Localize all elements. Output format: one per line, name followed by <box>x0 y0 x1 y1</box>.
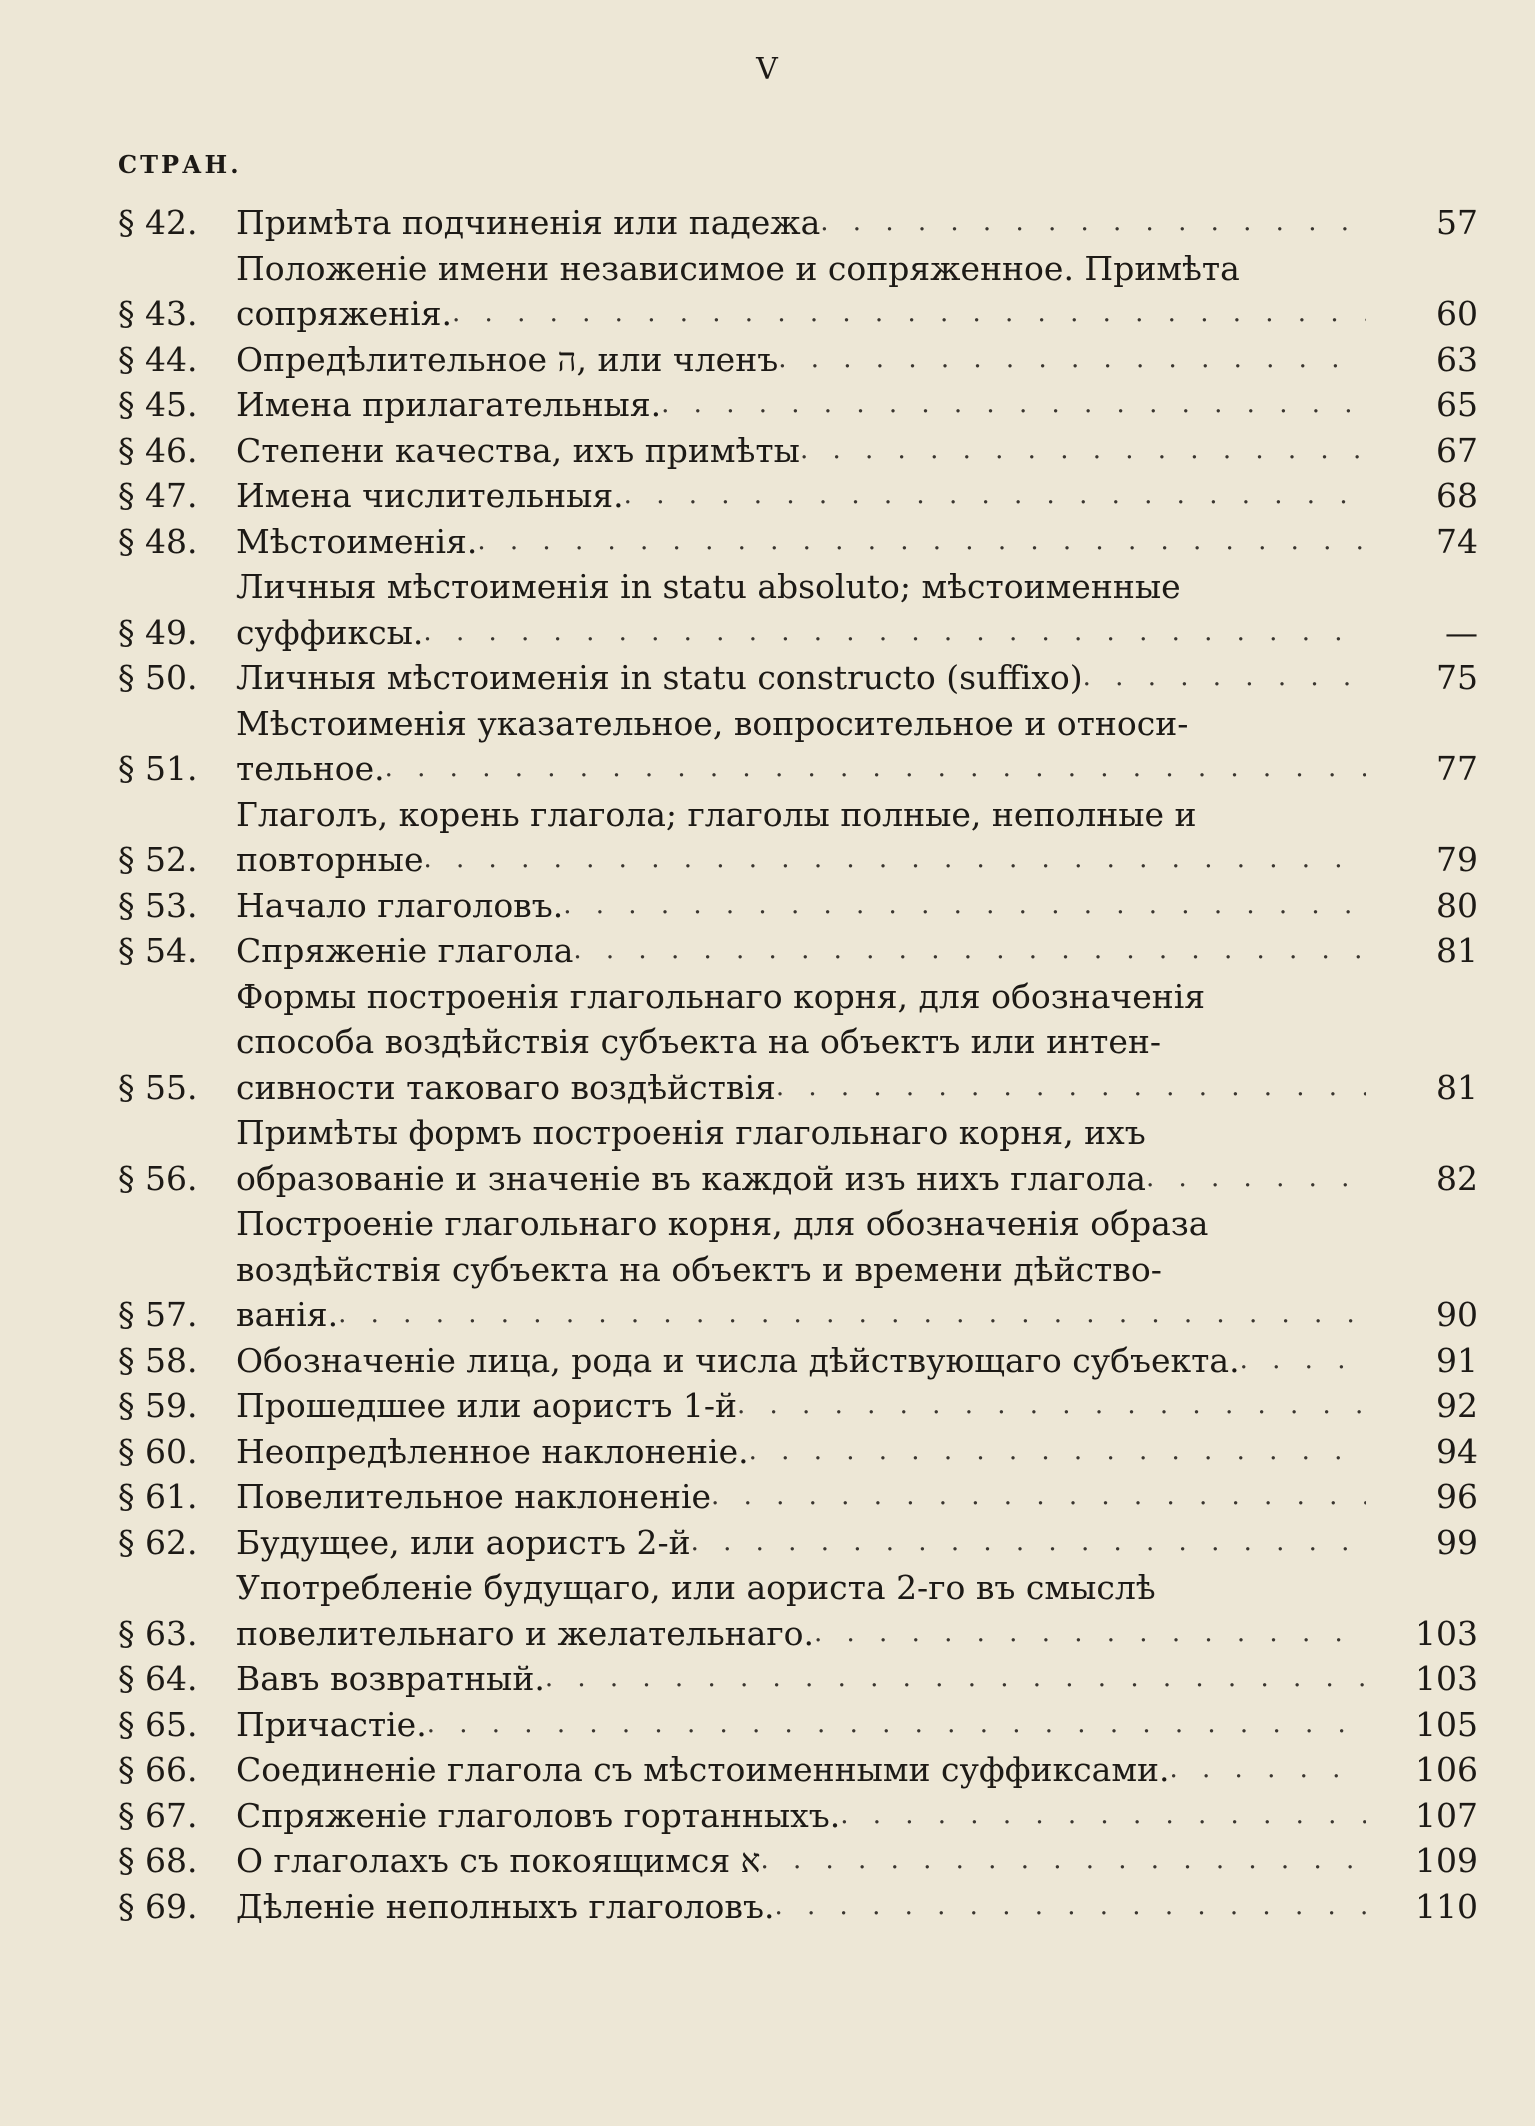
entry-title-line: повелительнаго и желательнаго. <box>236 1613 814 1653</box>
entry-title-line: Степени качества, ихъ примѣты <box>236 430 800 470</box>
dot-leader <box>1170 1747 1367 1793</box>
entry-title-line: Глаголъ, корень глагола; глаголы полные, неполные и <box>236 794 1197 834</box>
toc-entry <box>118 1201 1478 1338</box>
page-ref: 96 <box>1436 1477 1478 1516</box>
section-number: § 64. <box>118 1659 198 1698</box>
dot-leader <box>573 928 1366 974</box>
page-ref: 92 <box>1436 1386 1478 1425</box>
toc-entry <box>118 337 1478 383</box>
entry-title-line: Спряженіе глагола <box>236 931 574 970</box>
entry-title-line: Положеніе имени независимое и сопряженное. Примѣта <box>236 248 1240 288</box>
dot-leader <box>661 382 1366 428</box>
toc-entry <box>118 428 1478 474</box>
toc-entry <box>118 1429 1478 1475</box>
page-ref: 65 <box>1436 385 1478 424</box>
entry-title-line: тельное. <box>236 749 385 788</box>
dot-leader <box>338 1292 1366 1338</box>
page-ref: 80 <box>1436 885 1478 925</box>
section-number: § 58. <box>118 1340 198 1380</box>
dot-leader <box>776 1065 1366 1111</box>
page-ref: 103 <box>1415 1613 1478 1653</box>
section-number: § 60. <box>118 1431 198 1471</box>
section-number: § 43. <box>118 294 198 333</box>
entry-title-line: Причастіе. <box>236 1704 427 1744</box>
dot-leader <box>814 1611 1366 1657</box>
dot-leader <box>385 746 1366 792</box>
entry-title-line: О глаголахъ съ покоящимся א <box>236 1841 761 1880</box>
page-ref: 67 <box>1436 430 1478 470</box>
page-ref: 81 <box>1436 1067 1478 1107</box>
section-number: § 42. <box>118 203 198 242</box>
dot-leader <box>423 610 1366 656</box>
page-ref: 81 <box>1436 931 1478 970</box>
page-ref: 107 <box>1415 1795 1478 1835</box>
toc-entry <box>118 473 1478 519</box>
section-number: § 47. <box>118 476 198 515</box>
section-number: § 49. <box>118 612 198 652</box>
entry-title-line: Обозначеніе лица, рода и числа дѣйствующаго субъекта. <box>236 1340 1240 1380</box>
toc-entry <box>118 200 1478 246</box>
toc-entry <box>118 1793 1478 1839</box>
page-ref: 90 <box>1436 1295 1478 1334</box>
section-number: § 61. <box>118 1477 198 1516</box>
section-number: § 51. <box>118 749 198 788</box>
page-ref: 106 <box>1415 1750 1478 1789</box>
toc-entry <box>118 564 1478 655</box>
page-ref: 103 <box>1415 1659 1478 1698</box>
section-number: § 52. <box>118 840 198 879</box>
page-ref: 57 <box>1436 203 1478 242</box>
entry-title-line: способа воздѣйствія субъекта на объектъ или интен- <box>236 1022 1162 1061</box>
page-ref: 94 <box>1436 1431 1478 1471</box>
toc-entry <box>118 1747 1478 1793</box>
dot-leader <box>737 1383 1366 1429</box>
dot-leader <box>749 1429 1366 1475</box>
entry-title-line: Дѣленіе неполныхъ глаголовъ. <box>236 1886 775 1926</box>
page-ref: 77 <box>1436 749 1478 788</box>
dot-leader <box>1146 1156 1366 1202</box>
dot-leader <box>1240 1338 1366 1384</box>
dot-leader <box>840 1793 1366 1839</box>
page-ref: 109 <box>1415 1841 1478 1880</box>
toc-entry <box>118 1338 1478 1384</box>
section-number: § 44. <box>118 339 198 379</box>
dot-leader <box>691 1520 1366 1566</box>
section-number: § 65. <box>118 1704 198 1744</box>
table-of-contents <box>118 200 1478 1929</box>
page-ref: 63 <box>1436 339 1478 379</box>
entry-title-line: ванія. <box>236 1295 339 1334</box>
section-number: § 62. <box>118 1522 198 1562</box>
entry-title-line: Формы построенія глагольнаго корня, для обозначенія <box>236 976 1206 1016</box>
page-ref: 68 <box>1436 476 1478 515</box>
section-number: § 56. <box>118 1158 198 1198</box>
page-ref: 74 <box>1436 521 1478 561</box>
entry-title-line: Будущее, или аористъ 2-й <box>236 1522 691 1562</box>
entry-title-line: Личныя мѣстоименія in statu absoluto; мѣстоименные <box>236 567 1181 606</box>
section-number: § 68. <box>118 1841 198 1880</box>
entry-title-line: Спряженіе глаголовъ гортанныхъ. <box>236 1795 841 1835</box>
entry-title-line: Имена числительныя. <box>236 476 624 515</box>
toc-entry <box>118 928 1478 974</box>
dot-leader <box>820 200 1366 246</box>
entry-title-line: Личныя мѣстоименія in statu constructo (suffixo) <box>236 658 1083 697</box>
section-number: § 50. <box>118 658 198 697</box>
entry-title-line: Повелительное наклоненіе <box>236 1477 712 1516</box>
dot-leader <box>774 1884 1366 1930</box>
toc-entry <box>118 1520 1478 1566</box>
dot-leader <box>778 337 1366 383</box>
toc-entry <box>118 883 1478 929</box>
dot-leader <box>423 837 1366 883</box>
page-ref: 79 <box>1436 840 1478 879</box>
dot-leader <box>624 473 1366 519</box>
entry-title-line: воздѣйствія субъекта на объектъ и времени дѣйство- <box>236 1249 1162 1289</box>
entry-title-line: суффиксы. <box>236 612 424 652</box>
page-ref: 110 <box>1415 1886 1478 1926</box>
entry-title-line: Вавъ возвратный. <box>236 1659 545 1698</box>
page-ref: 105 <box>1415 1704 1478 1744</box>
dot-leader <box>800 428 1366 474</box>
section-number: § 67. <box>118 1795 198 1835</box>
toc-entry <box>118 1838 1478 1884</box>
page-number: V <box>756 52 779 87</box>
entry-title-line: Соединеніе глагола съ мѣстоименными суффиксами. <box>236 1750 1170 1789</box>
toc-entry <box>118 519 1478 565</box>
toc-entry <box>118 1383 1478 1429</box>
entry-title-line: Мѣстоименія указательное, вопросительное и относи- <box>236 703 1189 743</box>
dot-leader <box>563 883 1366 929</box>
page-ref: — <box>1445 612 1478 652</box>
toc-entry <box>118 655 1478 701</box>
dot-leader <box>452 291 1366 337</box>
toc-entry <box>118 1474 1478 1520</box>
section-number: § 55. <box>118 1067 198 1107</box>
page-ref: 82 <box>1436 1158 1478 1198</box>
dot-leader <box>545 1656 1366 1702</box>
page-ref: 60 <box>1436 294 1478 333</box>
entry-title-line: Мѣстоименія. <box>236 521 478 561</box>
page-ref: 91 <box>1436 1340 1478 1380</box>
entry-title-line: Употребленіе будущаго, или аориста 2-го въ смыслѣ <box>236 1568 1156 1607</box>
page-ref: 75 <box>1436 658 1478 697</box>
dot-leader <box>711 1474 1366 1520</box>
entry-title-line: Неопредѣленное наклоненіе. <box>236 1431 749 1471</box>
dot-leader <box>1083 655 1366 701</box>
entry-title-line: Построеніе глагольнаго корня, для обозначенія образа <box>236 1204 1209 1243</box>
entry-title-line: Прошедшее или аористъ 1-й <box>236 1386 737 1425</box>
toc-entry <box>118 382 1478 428</box>
toc-entry <box>118 1565 1478 1656</box>
page-ref: 99 <box>1436 1522 1478 1562</box>
entry-title-line: сопряженія. <box>236 294 453 333</box>
entry-title-line: Примѣты формъ построенія глагольнаго корня, ихъ <box>236 1113 1146 1152</box>
section-number: § 46. <box>118 430 198 470</box>
page-column-header: СТРАН. <box>118 150 242 179</box>
section-number: § 66. <box>118 1750 198 1789</box>
section-number: § 53. <box>118 885 198 925</box>
section-number: § 59. <box>118 1386 198 1425</box>
toc-entry <box>118 246 1478 337</box>
entry-title-line: сивности таковаго воздѣйствія <box>236 1067 776 1107</box>
toc-entry <box>118 792 1478 883</box>
section-number: § 69. <box>118 1886 198 1926</box>
entry-title-line: Опредѣлительное ה, или членъ <box>236 339 779 379</box>
toc-entry <box>118 1656 1478 1702</box>
dot-leader <box>760 1838 1366 1884</box>
section-number: § 48. <box>118 521 198 561</box>
entry-title-line: Имена прилагательныя. <box>236 385 662 424</box>
section-number: § 54. <box>118 931 198 970</box>
toc-entry <box>118 1110 1478 1201</box>
toc-entry <box>118 974 1478 1111</box>
entry-title-line: Начало глаголовъ. <box>236 885 564 925</box>
entry-title-line: повторные <box>236 840 424 879</box>
toc-entry <box>118 1884 1478 1930</box>
entry-title-line: Примѣта подчиненія или падежа <box>236 203 821 242</box>
dot-leader <box>427 1702 1366 1748</box>
section-number: § 57. <box>118 1295 198 1334</box>
toc-entry <box>118 1702 1478 1748</box>
section-number: § 45. <box>118 385 198 424</box>
section-number: § 63. <box>118 1613 198 1653</box>
dot-leader <box>477 519 1366 565</box>
toc-entry <box>118 701 1478 792</box>
entry-title-line: образованіе и значеніе въ каждой изъ нихъ глагола <box>236 1158 1146 1198</box>
